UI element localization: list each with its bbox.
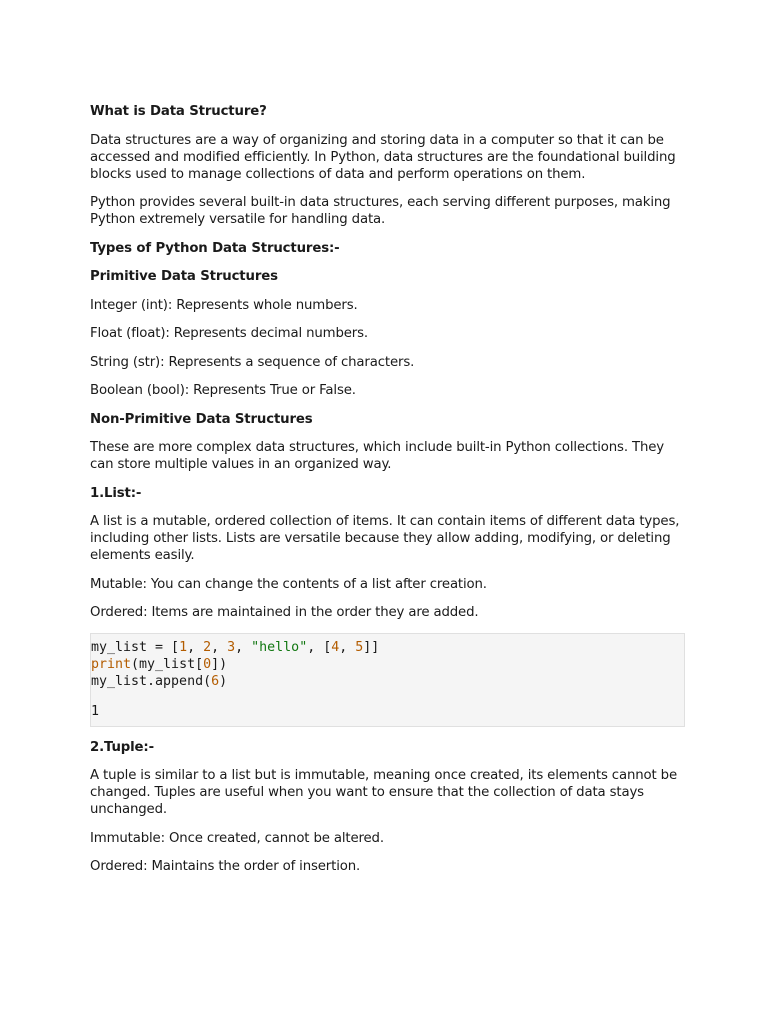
code-cell [90,633,685,727]
paragraph-tuple-immutable: Immutable: Once created, cannot be altered. [90,830,384,846]
paragraph-list-mutable: Mutable: You can change the contents of a list after creation. [90,576,487,592]
paragraph-list-ordered: Ordered: Items are maintained in the order they are added. [90,605,479,620]
paragraph-tuple: A tuple is similar to a list but is immutable, meaning once created, its elements cannot be changed. Tuples are useful when you want to ensure that the collection of data stays unchanged. [90,768,677,817]
heading-primitive: Primitive Data Structures [90,269,278,284]
paragraph-intro-2: Python provides several built-in data structures, each serving different purposes, making Python extremely versatile for handling data. [90,195,671,227]
heading-non-primitive: Non-Primitive Data Structures [90,411,313,427]
primitive-item-float: Float (float): Represents decimal numbers. [90,326,368,341]
primitive-item-str: String (str): Represents a sequence of characters. [90,354,415,370]
paragraph-tuple-ordered: Ordered: Maintains the order of insertion. [90,859,361,874]
heading-what-is-data-structure: What is Data Structure? [90,104,267,119]
code-line-2: print(my_list[0]) [91,656,228,672]
heading-tuple: 2.Tuple:- [90,739,154,755]
primitive-item-int: Integer (int): Represents whole numbers. [90,297,358,313]
heading-list: 1.List:- [90,485,142,501]
document-page [90,103,685,887]
paragraph-list: A list is a mutable, ordered collection of items. It can contain items of different data types, including other lists. Lists are versatile because they allow adding, modifying, or deleting elements easily. [90,514,680,563]
code-line-3: my_list.append(6) [91,673,228,689]
paragraph-non-primitive: These are more complex data structures, which include built-in Python collections. They can store multiple values in an organized way. [90,440,664,472]
code-line-1: my_list = [1, 2, 3, "hello", [4, 5]] [91,639,380,655]
heading-types: Types of Python Data Structures:- [90,240,340,256]
paragraph-intro-1: Data structures are a way of organizing and storing data in a computer so that it can be accessed and modified efficiently. In Python, data structures are the foundational building blocks used to manage collections of data and perform operations on them. [90,132,676,182]
code-output: 1 [91,703,100,719]
primitive-item-bool: Boolean (bool): Represents True or False. [90,383,356,398]
